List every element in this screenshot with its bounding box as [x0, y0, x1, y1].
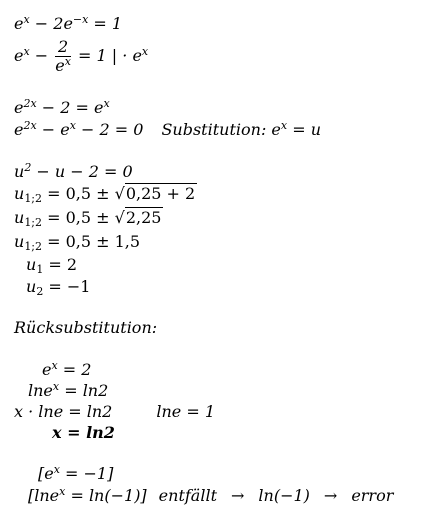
eq1-exp2: −x [72, 13, 89, 26]
eq3-base: e [14, 98, 24, 117]
sqrt-icon: √0,25 + 2 [114, 184, 196, 203]
eq2-denominator [55, 57, 71, 75]
eq9-rest: = 2 [43, 255, 78, 274]
equation-13 [14, 402, 215, 422]
equation-10 [26, 277, 90, 297]
equation-9 [26, 255, 77, 275]
eq15-exp: x [53, 463, 60, 476]
equation-2 [14, 36, 148, 76]
eq16-rest: = ln(−1)] [65, 486, 147, 505]
eq5-exp: 2 [24, 161, 32, 174]
eq8-sub: 1;2 [24, 240, 43, 253]
eq2-mult-exp: x [141, 45, 149, 58]
eq10-rest: = −1 [43, 277, 91, 296]
eq10-sub: 2 [36, 285, 44, 298]
eq4-mid: − e [36, 120, 70, 139]
equation-4 [14, 120, 321, 140]
eq11-rest: = 2 [57, 360, 92, 379]
eq11-base: e [42, 360, 52, 379]
eq9-sub: 1 [36, 263, 44, 276]
eq16-mid: ln(−1) [258, 486, 310, 505]
eq4-rhs: − 2 = 0 [75, 120, 144, 139]
equation-7 [14, 208, 163, 228]
eq8-var: u [14, 232, 25, 251]
eq3-mid: − 2 = e [36, 98, 104, 117]
eq2-bar: | [111, 46, 118, 65]
eq7-sub: 1;2 [24, 216, 43, 229]
eq4-exp2: x [69, 119, 76, 132]
eq1-lhs: e [14, 14, 24, 33]
eq13-lhs: x · lne = ln2 [14, 402, 113, 421]
eq2-numerator: 2 [55, 38, 71, 57]
arrow-right-icon: → [231, 486, 245, 505]
eq2-fraction [55, 38, 71, 75]
eq16-word1: entfällt [158, 486, 217, 505]
eq6-var: u [14, 184, 25, 203]
equation-5 [14, 162, 133, 182]
equation-11 [42, 360, 91, 380]
equation-1 [14, 14, 122, 34]
eq4-exp: 2x [23, 119, 37, 132]
eq11-exp: x [51, 359, 58, 372]
eq3-exp: 2x [23, 97, 37, 110]
eq12-base: lne [28, 381, 53, 400]
eq2-minus: − [29, 46, 54, 65]
eq10-var: u [26, 277, 37, 296]
eq2-rhs: = 1 [72, 46, 112, 65]
equation-16 [28, 486, 393, 506]
eq2-exp1: x [23, 45, 30, 58]
equation-6 [14, 184, 197, 204]
eq7-radicand: 2,25 [125, 208, 162, 227]
eq7-mid: = 0,5 ± [42, 208, 115, 227]
eq3-exp2: x [103, 97, 110, 110]
eq8-rest: = 0,5 ± 1,5 [42, 232, 141, 251]
result-equation: x = ln2 [52, 423, 115, 442]
eq9-var: u [26, 255, 37, 274]
eq12-rest: = ln2 [59, 381, 109, 400]
eq13-side: lne = 1 [156, 402, 216, 421]
eq4-sub-exp: x [280, 119, 288, 132]
arrow-right-icon: → [323, 486, 338, 505]
eq12-exp: x [52, 380, 60, 393]
eq15-open: [e [38, 464, 54, 483]
sqrt-icon: √2,25 [114, 208, 162, 227]
resubstitution-heading: Rücksubstitution: [14, 318, 158, 337]
eq6-sub: 1;2 [24, 192, 43, 205]
eq2-den-exp: x [64, 55, 71, 68]
eq2-lhs: e [14, 46, 24, 65]
equation-8 [14, 232, 140, 252]
eq6-mid: = 0,5 ± [42, 184, 115, 203]
equation-3 [14, 98, 110, 118]
substitution-label: Substitution: [161, 120, 267, 139]
eq4-sub-rhs: = u [287, 120, 321, 139]
equation-12 [28, 381, 108, 401]
eq4-sub-base: e [266, 120, 281, 139]
eq5-rest: − u − 2 = 0 [31, 162, 133, 181]
eq4-base: e [14, 120, 24, 139]
eq7-var: u [14, 208, 25, 227]
eq15-rest: = −1] [59, 464, 114, 483]
eq1-rhs: = 1 [88, 14, 123, 33]
eq16-word2: error [351, 486, 394, 505]
eq16-open: [lne [28, 486, 60, 505]
eq1-mid: − 2e [29, 14, 73, 33]
eq1-exp1: x [23, 13, 30, 26]
eq5-var: u [14, 162, 25, 181]
equation-15 [38, 464, 113, 484]
eq6-radicand: 0,25 + 2 [125, 184, 196, 203]
eq2-mult: · e [117, 46, 142, 65]
eq16-exp: x [59, 485, 66, 498]
eq2-den-base: e [55, 56, 65, 75]
